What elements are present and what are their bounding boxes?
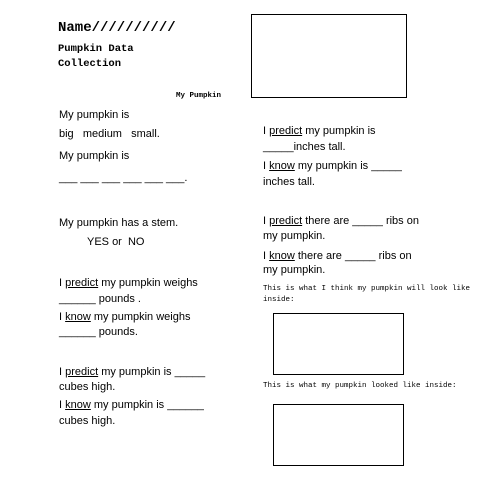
weigh-know: I know my pumpkin weighs (59, 311, 191, 323)
predict-word: predict (269, 125, 303, 137)
title-line-2: Collection (58, 58, 122, 70)
cubes-know: I know my pumpkin is ______ (59, 399, 204, 411)
inside-looked-drawing-box[interactable] (273, 404, 404, 466)
know-word: know (269, 250, 295, 262)
size-options: big medium small. (59, 128, 160, 140)
stem-options: YES or NO (87, 236, 145, 248)
my-pumpkin-drawing-box[interactable] (251, 14, 407, 98)
ribs-predict: I predict there are _____ ribs on (263, 215, 419, 227)
weigh-know-blank[interactable]: ______ pounds. (59, 326, 138, 338)
predict-word: predict (65, 277, 99, 289)
weigh-predict: I predict my pumpkin weighs (59, 277, 198, 289)
my-pumpkin-caption: My Pumpkin (176, 92, 222, 100)
know-word: know (65, 311, 91, 323)
cubes-predict-line2: cubes high. (59, 381, 116, 393)
stem-question: My pumpkin has a stem. (59, 217, 179, 229)
title-line-1: Pumpkin Data (58, 43, 134, 55)
color-question: My pumpkin is (59, 150, 130, 162)
size-question: My pumpkin is (59, 109, 130, 121)
inside-think-drawing-box[interactable] (273, 313, 404, 375)
cubes-predict: I predict my pumpkin is _____ (59, 366, 206, 378)
cubes-know-line2: cubes high. (59, 415, 116, 427)
tall-predict-blank[interactable]: _____inches tall. (263, 141, 346, 153)
inside-think-caption: This is what I think my pumpkin will look like inside: (263, 285, 471, 304)
ribs-predict-line2: my pumpkin. (263, 230, 326, 242)
tall-predict: I predict my pumpkin is (263, 125, 376, 137)
ribs-know: I know there are _____ ribs on (263, 250, 412, 262)
inside-looked-caption: This is what my pumpkin looked like inside: (263, 382, 457, 390)
color-blanks[interactable]: ___ ___ ___ ___ ___ ___. (59, 172, 188, 184)
ribs-know-line2: my pumpkin. (263, 264, 326, 276)
tall-know: I know my pumpkin is _____ (263, 160, 402, 172)
predict-word: predict (269, 215, 303, 227)
predict-word: predict (65, 366, 99, 378)
name-label: Name////////// (58, 20, 176, 36)
know-word: know (269, 160, 295, 172)
tall-know-line2: inches tall. (263, 176, 315, 188)
weigh-predict-blank[interactable]: ______ pounds . (59, 293, 141, 305)
know-word: know (65, 399, 91, 411)
